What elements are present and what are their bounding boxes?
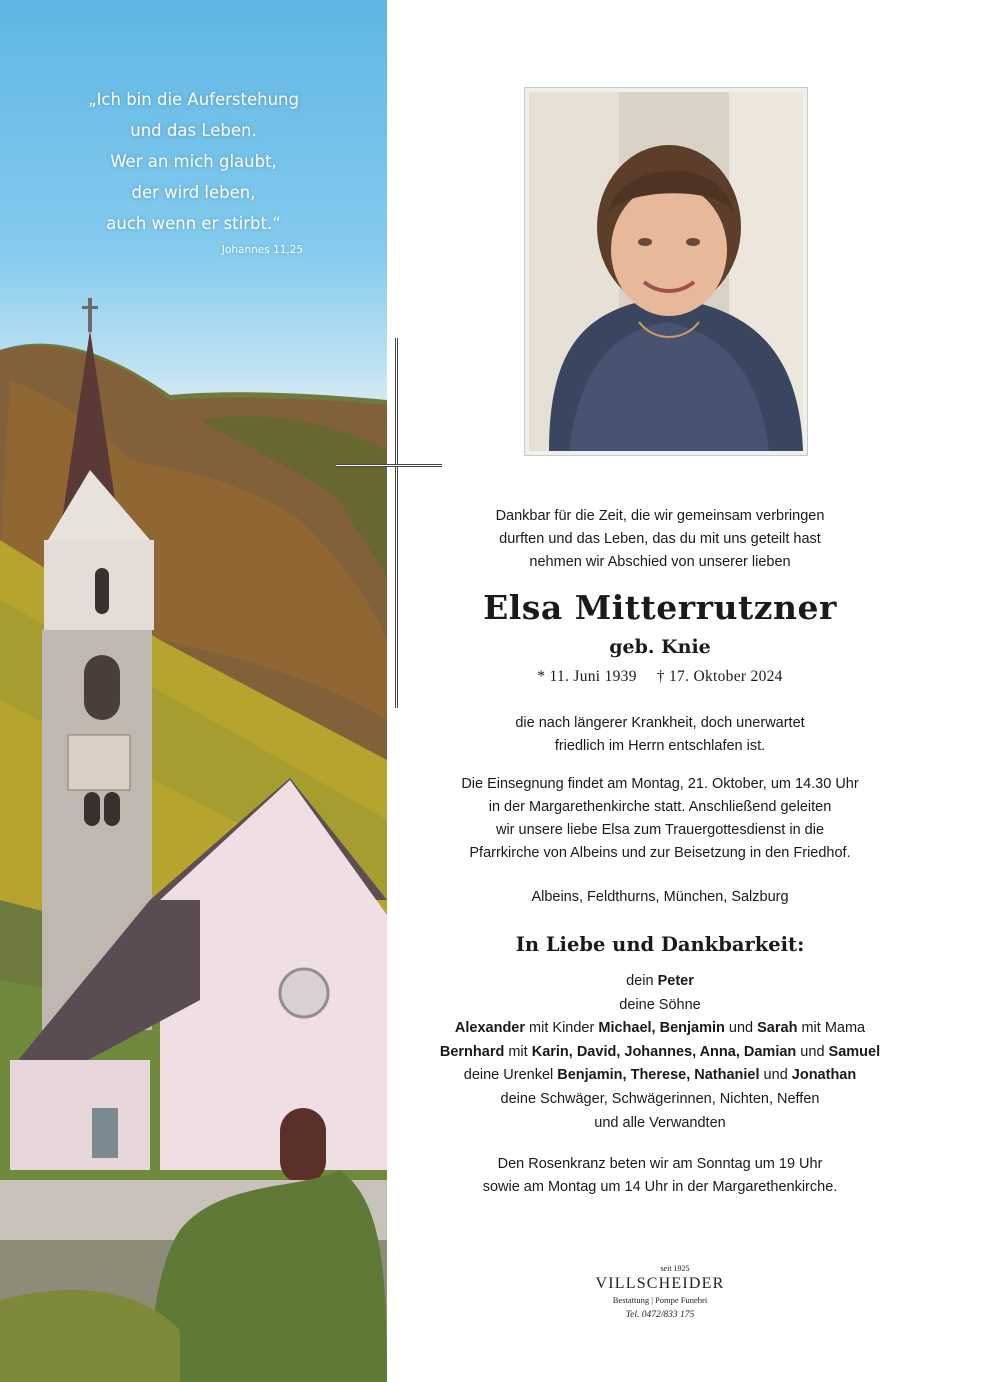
rosary-line: sowie am Montag um 14 Uhr in der Margarethenkirche. [482, 1179, 838, 1195]
intro-line: nehmen wir Abschied von unserer lieben [529, 554, 791, 570]
quote-line: der wird leben, [131, 183, 256, 202]
mourner-name: Samuel [828, 1043, 881, 1060]
quote-line: Wer an mich glaubt, [110, 152, 277, 171]
rosary-info [410, 1153, 910, 1199]
death-date: † 17. Oktober 2024 [656, 668, 783, 685]
funeral-info-paragraph [410, 773, 910, 865]
intro-line: durften und das Leben, das du mit uns geteilt hast [499, 531, 821, 547]
portrait-photo [529, 92, 803, 451]
text: mit Mama [797, 1020, 866, 1037]
paragraph-line: wir unsere liebe Elsa zum Trauergottesdienst in die [495, 822, 825, 838]
text: und [759, 1067, 792, 1084]
text: deine Urenkel [463, 1067, 558, 1084]
funeral-home-logo [560, 1264, 760, 1324]
paragraph-line: Die Einsegnung findet am Montag, 21. Oktober, um 14.30 Uhr [461, 776, 859, 792]
mourner-name: Karin, David, Johannes, Anna, Damian [531, 1043, 797, 1060]
church-landscape-image [0, 0, 387, 1382]
text: und [724, 1020, 758, 1037]
mourner-line [410, 1041, 910, 1065]
bible-quote [0, 84, 387, 261]
portrait-photo-frame [524, 87, 808, 456]
mourner-name: Jonathan [791, 1067, 857, 1084]
mourner-name: Benjamin, Therese, Nathaniel [557, 1067, 760, 1084]
mourner-line [410, 970, 910, 994]
mourner-line: und alle Verwandten [594, 1114, 726, 1131]
places-line: Albeins, Feldthurns, München, Salzburg [531, 889, 789, 905]
logo-phone: Tel. 0472/833 175 [625, 1310, 695, 1320]
mourner-line [410, 1064, 910, 1088]
death-notice-paragraph [410, 712, 910, 758]
paragraph-line: in der Margarethenkirche statt. Anschließend geleiten [488, 799, 832, 815]
life-dates [410, 668, 910, 686]
logo-brand: VILLSCHEIDER [595, 1275, 725, 1292]
mourner-name: Michael, Benjamin [598, 1020, 725, 1037]
rosary-line: Den Rosenkranz beten wir am Sonntag um 19 Uhr [497, 1156, 823, 1172]
birth-date: * 11. Juni 1939 [537, 668, 637, 685]
mourners-list [410, 970, 910, 1135]
maiden-name: geb. Knie [609, 636, 711, 658]
cross-icon-vertical [395, 338, 398, 708]
mourner-line: deine Schwäger, Schwägerinnen, Nichten, Neffen [500, 1090, 820, 1107]
paragraph-line: friedlich im Herrn entschlafen ist. [554, 738, 766, 754]
quote-reference: Johannes 11,25 [221, 244, 304, 256]
cross-icon-horizontal [336, 464, 442, 467]
logo-subtitle: Bestattung | Pompe Funebri [612, 1295, 708, 1305]
text: mit [504, 1043, 532, 1060]
mourner-line [410, 1017, 910, 1041]
intro-text [410, 505, 910, 574]
text: dein [626, 973, 658, 989]
text: mit Kinder [525, 1020, 599, 1037]
deceased-name: Elsa Mitterrutzner [483, 588, 837, 627]
intro-line: Dankbar für die Zeit, die wir gemeinsam verbringen [495, 508, 825, 524]
mourner-name: Peter [657, 973, 694, 989]
paragraph-line: die nach längerer Krankheit, doch unerwartet [515, 715, 805, 731]
mourners-heading: In Liebe und Dankbarkeit: [515, 933, 805, 956]
quote-line: „Ich bin die Auferstehung [88, 90, 299, 109]
mourner-name: Sarah [757, 1020, 798, 1037]
logo-since: seit 1925 [660, 1264, 690, 1273]
quote-line: und das Leben. [130, 121, 257, 140]
text: und [796, 1043, 829, 1060]
mourner-name: Alexander [454, 1020, 526, 1037]
paragraph-line: Pfarrkirche von Albeins und zur Beisetzung in den Friedhof. [469, 845, 851, 861]
mourner-name: Bernhard [439, 1043, 505, 1060]
quote-line: auch wenn er stirbt.“ [106, 214, 281, 233]
mourner-line: deine Söhne [619, 996, 701, 1013]
